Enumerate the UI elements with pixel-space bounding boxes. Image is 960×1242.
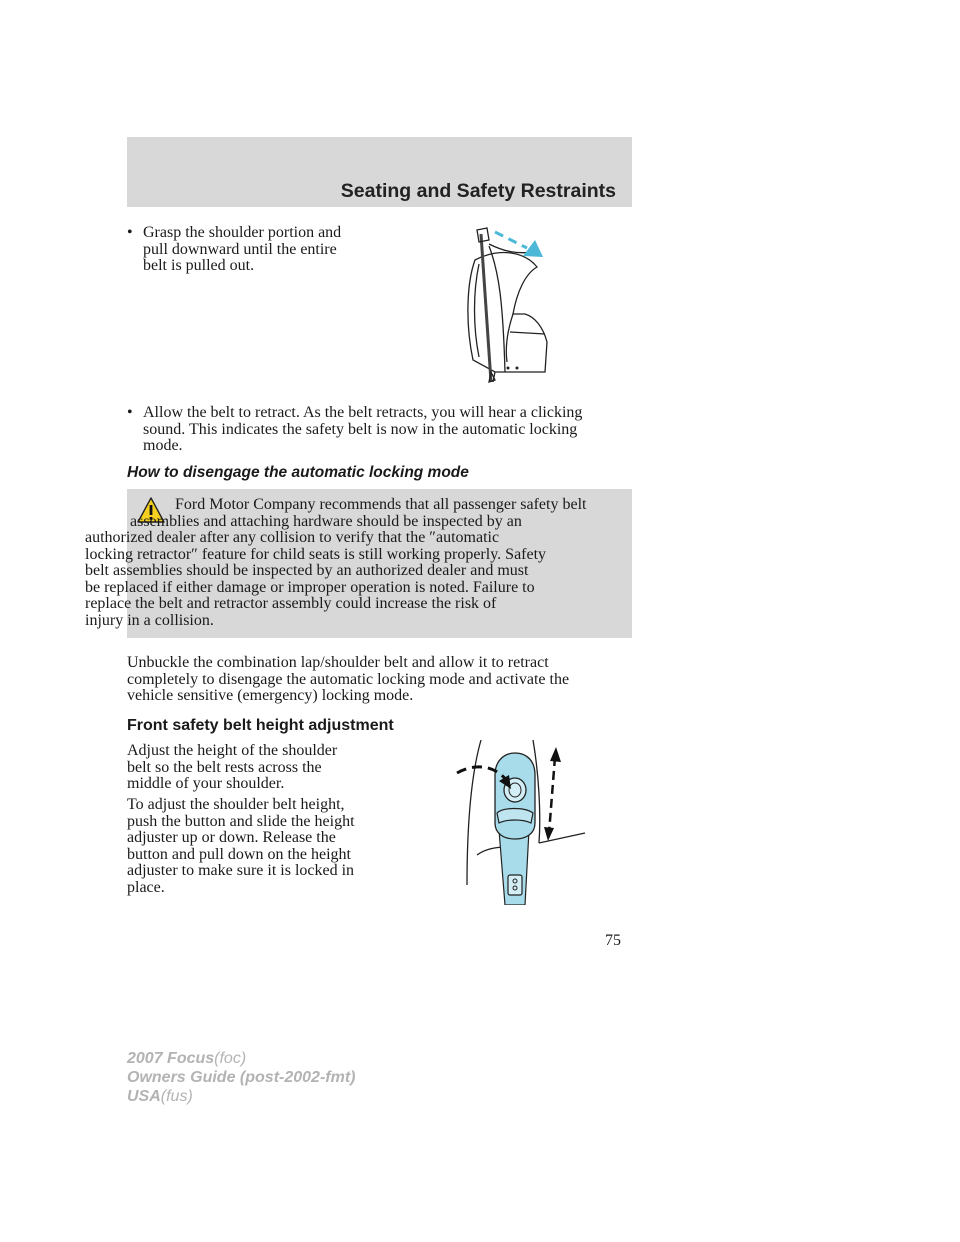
adjust-height-paragraph <box>127 743 337 793</box>
bullet-symbol: • <box>127 224 133 241</box>
text-line: Ford Motor Company recommends that all passenger safety belt <box>175 496 587 513</box>
page-number: 75 <box>605 932 621 949</box>
text-line: adjuster to make sure it is locked in <box>127 862 355 879</box>
warning-box <box>85 489 632 638</box>
belt-height-adjuster-illustration <box>455 735 590 905</box>
pull-direction-arrow <box>495 232 527 248</box>
text-line: Grasp the shoulder portion and <box>143 224 342 241</box>
text-line: be replaced if either damage or improper operation is noted. Failure to <box>85 578 535 596</box>
text-line: button and pull down on the height <box>127 845 351 863</box>
heading-disengage-locking-mode: How to disengage the automatic locking mode <box>127 464 469 481</box>
footer-model: 2007 Focus <box>127 1050 215 1067</box>
text-line: sound. This indicates the safety belt is now in the automatic locking <box>143 420 578 438</box>
text-line: injury in a collision. <box>85 611 214 629</box>
document-footer <box>127 1049 355 1106</box>
section-title: Seating and Safety Restraints <box>340 180 616 202</box>
bullet-symbol: • <box>127 404 133 421</box>
section-header-band <box>127 137 632 207</box>
text-line: Allow the belt to retract. As the belt retracts, you will hear a clicking <box>143 404 583 421</box>
text-line: completely to disengage the automatic locking mode and activate the <box>127 670 570 688</box>
heading-height-adjustment: Front safety belt height adjustment <box>127 717 394 734</box>
seat-belt-pull-illustration <box>455 222 555 388</box>
bullet-grasp-shoulder <box>127 225 341 275</box>
text-line: belt assemblies should be inspected by an authorized dealer and must <box>85 562 529 579</box>
text-line: To adjust the shoulder belt height, <box>127 796 345 813</box>
text-line: locking retractor″ feature for child seats is still working properly. Safety <box>85 545 547 563</box>
text-line: adjuster up or down. Release the <box>127 829 336 846</box>
text-line: Adjust the height of the shoulder <box>127 742 338 759</box>
text-line: assemblies and attaching hardware should be inspected by an <box>130 512 522 530</box>
text-line: place. <box>127 878 165 896</box>
text-line: authorized dealer after any collision to verify that the ″automatic <box>85 529 500 546</box>
footer-model-code: (foc) <box>214 1050 247 1067</box>
footer-guide-format: Owners Guide (post-2002-fmt) <box>127 1069 356 1086</box>
text-line: vehicle sensitive (emergency) locking mode. <box>127 687 414 704</box>
text-line: belt so the belt rests across the <box>127 758 322 776</box>
warning-text <box>85 496 625 629</box>
adjust-instructions-paragraph <box>127 797 355 896</box>
slide-direction-arrow <box>549 757 555 833</box>
text-line: pull downward until the entire <box>143 240 337 258</box>
text-line: Unbuckle the combination lap/shoulder belt and allow it to retract <box>127 654 549 671</box>
footer-market: USA <box>127 1088 161 1105</box>
unbuckle-paragraph <box>127 655 569 705</box>
footer-market-code: (fus) <box>160 1088 193 1105</box>
text-line: replace the belt and retractor assembly could increase the risk of <box>85 595 497 612</box>
text-line: push the button and slide the height <box>127 812 355 830</box>
text-line: middle of your shoulder. <box>127 775 285 792</box>
bullet-allow-retract <box>127 405 582 455</box>
text-line: mode. <box>143 437 183 454</box>
text-line: belt is pulled out. <box>143 257 255 274</box>
